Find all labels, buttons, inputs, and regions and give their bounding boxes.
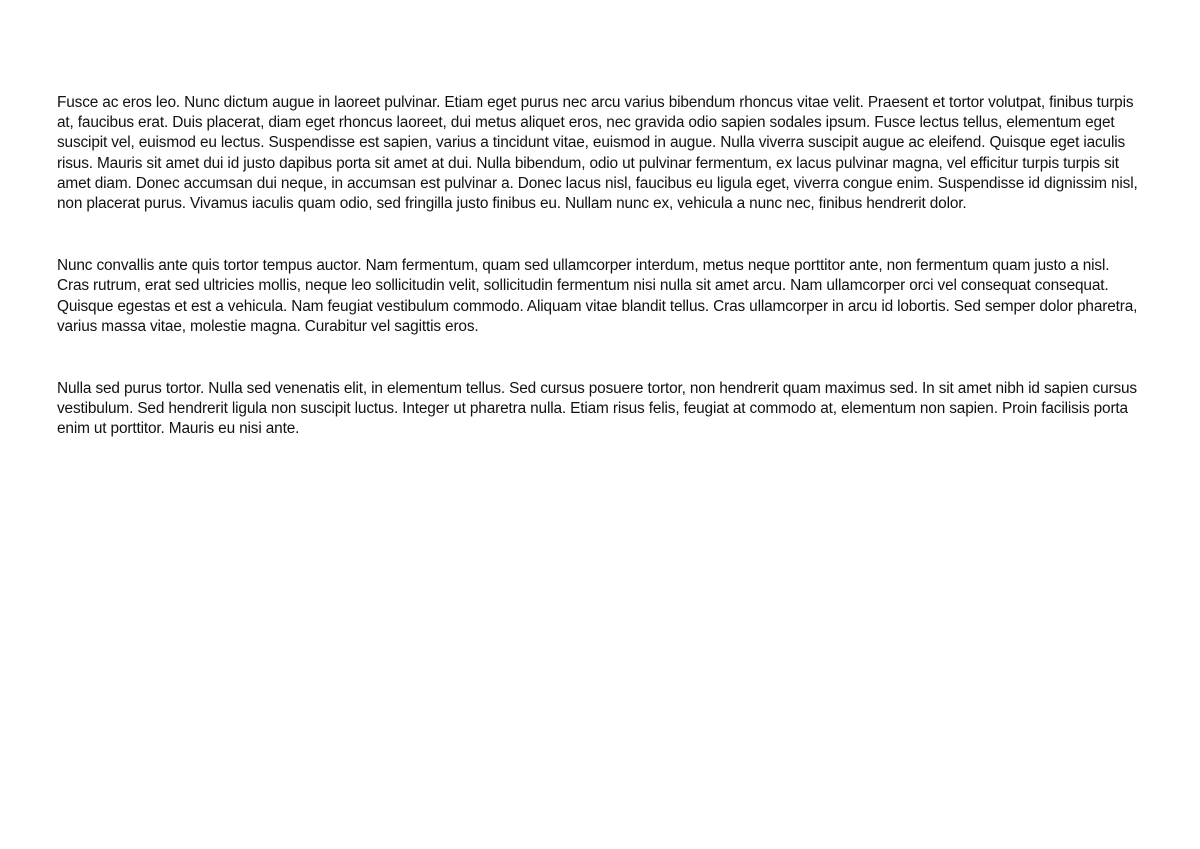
paragraph-3: Nulla sed purus tortor. Nulla sed venenatis elit, in elementum tellus. Sed cursus posuere tortor, non hendrerit quam maximus sed. In sit amet nibh id sapien cursus vestibulum. Sed hendrerit ligula non suscipit luctus. Integer ut pharetra nulla. Etiam risus felis, feugiat at commodo at, elementum non sapien. Proin facilisis porta enim ut porttitor. Mauris eu nisi ante. — [57, 380, 1137, 438]
paragraph-2: Nunc convallis ante quis tortor tempus auctor. Nam fermentum, quam sed ullamcorper interdum, metus neque porttitor ante, non fermentum quam justo a nisl. Cras rutrum, erat sed ultricies mollis, neque leo sollicitudin velit, sollicitudin fermentum nisi nulla sit amet arcu. Nam ullamcorper orci vel consequat consequat. Quisque egestas et est a vehicula. Nam feugiat vestibulum commodo. Aliquam vitae blandit tellus. Cras ullamcorper in arcu id lobortis. Sed semper dolor pharetra, varius massa vitae, molestie magna. Curabitur vel sagittis eros. — [57, 257, 1138, 335]
document-body — [57, 93, 1142, 440]
paragraph-1: Fusce ac eros leo. Nunc dictum augue in laoreet pulvinar. Etiam eget purus nec arcu varius bibendum rhoncus vitae velit. Praesent et tortor volutpat, finibus turpis at, faucibus erat. Duis placerat, diam eget rhoncus laoreet, dui metus aliquet eros, nec gravida odio sapien sodales ipsum. Fusce lectus tellus, elementum eget suscipit vel, euismod eu lectus. Suspendisse est sapien, varius a tincidunt vitae, euismod in augue. Nulla viverra suscipit augue ac eleifend. Quisque eget iaculis risus. Mauris sit amet dui id justo dapibus porta sit amet at dui. Nulla bibendum, odio ut pulvinar fermentum, ex lacus pulvinar magna, vel efficitur turpis turpis sit amet diam. Donec accumsan dui neque, in accumsan est pulvinar a. Donec lacus nisl, faucibus eu ligula eget, viverra congue enim. Suspendisse id dignissim nisl, non placerat purus. Vivamus iaculis quam odio, sed fringilla justo finibus eu. Nullam nunc ex, vehicula a nunc nec, finibus hendrerit dolor. — [57, 94, 1138, 213]
